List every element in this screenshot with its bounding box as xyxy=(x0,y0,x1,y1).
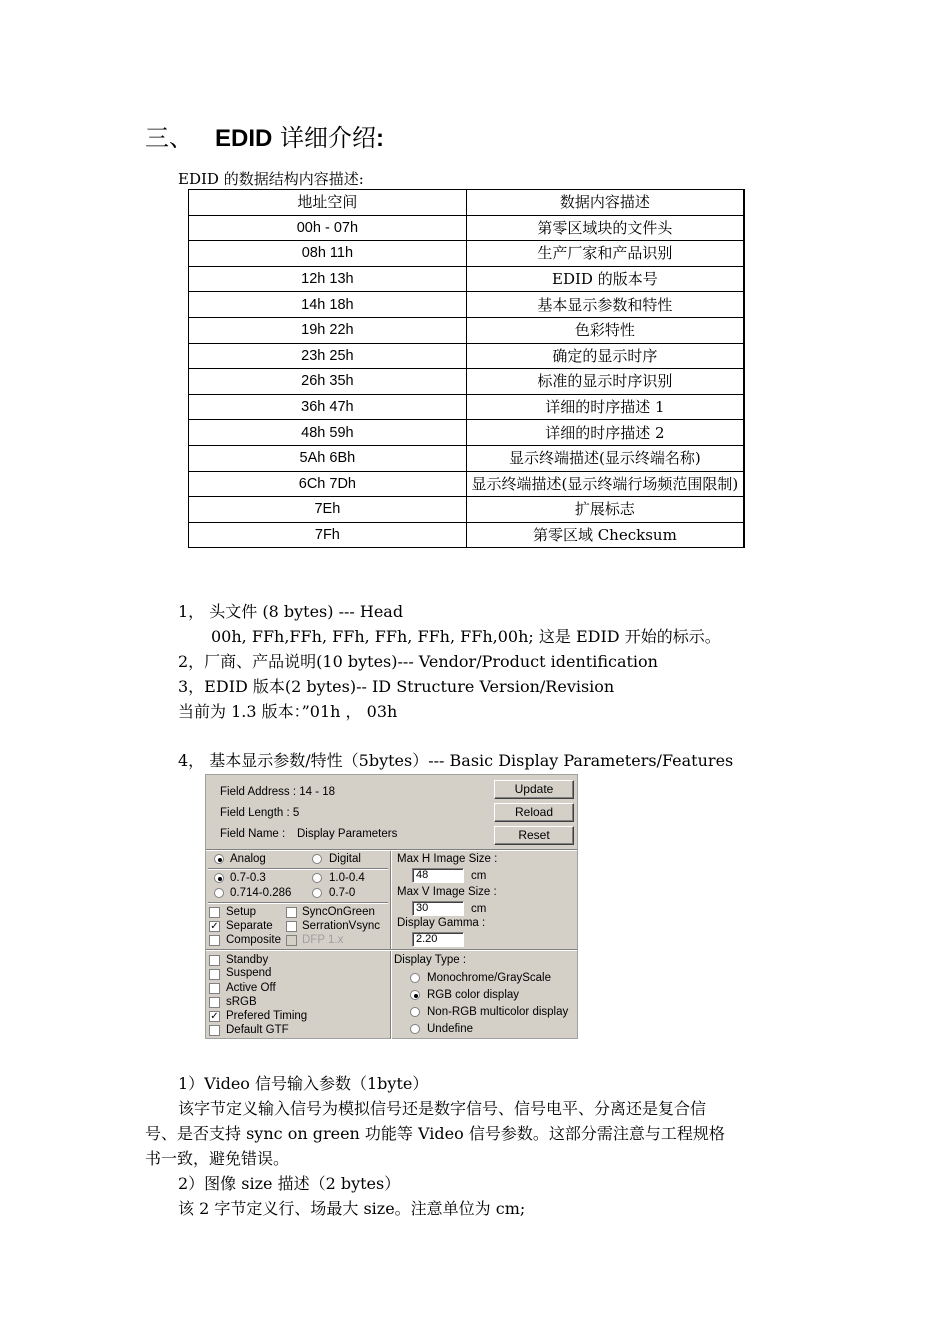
description-cell: 显示终端描述(显示终端名称) xyxy=(466,445,744,471)
separator xyxy=(206,949,577,951)
heading-number: 三、 xyxy=(145,124,193,152)
active-off-checkbox[interactable] xyxy=(209,983,220,994)
field-address-label: Field Address : 14 - 18 xyxy=(220,786,336,798)
default-gtf-label: Default GTF xyxy=(226,1024,289,1036)
non-rgb-radio[interactable] xyxy=(410,1007,420,1017)
page-heading xyxy=(145,118,384,153)
table-row xyxy=(189,369,745,395)
separator xyxy=(390,851,392,1039)
table-row xyxy=(189,471,745,497)
default-gtf-checkbox[interactable] xyxy=(209,1025,220,1036)
description-cell: 第零区域块的文件头 xyxy=(466,215,744,241)
address-cell: 00h - 07h xyxy=(189,215,467,241)
heading-edid: EDID xyxy=(215,125,273,152)
setup-checkbox[interactable] xyxy=(209,907,220,918)
max-v-unit: cm xyxy=(471,903,487,915)
composite-checkbox[interactable] xyxy=(209,935,220,946)
standby-label: Standby xyxy=(226,954,269,966)
serration-vsync-checkbox[interactable] xyxy=(286,921,297,932)
undefine-label: Undefine xyxy=(427,1023,474,1035)
suspend-checkbox[interactable] xyxy=(209,969,220,980)
level-0.714-0.286-radio[interactable] xyxy=(214,888,224,898)
video-paragraph-line: 该字节定义输入信号为模拟信号还是数字信号、信号电平、分离还是复合信 xyxy=(178,1099,707,1118)
active-off-label: Active Off xyxy=(226,982,276,994)
srgb-checkbox[interactable] xyxy=(209,997,220,1008)
field-name-label: Field Name : xyxy=(220,828,286,840)
reset-button[interactable]: Reset xyxy=(494,826,574,845)
dfp-label: DFP 1.x xyxy=(302,934,344,946)
table-row xyxy=(189,317,745,343)
item-head-title: 1， 头文件 (8 bytes) --- Head xyxy=(178,602,404,621)
address-cell: 14h 18h xyxy=(189,292,467,318)
rgb-color-label: RGB color display xyxy=(427,989,520,1001)
address-cell: 48h 59h xyxy=(189,420,467,446)
display-parameters-dialog xyxy=(205,774,578,1039)
preferred-timing-checkbox[interactable]: ✓ xyxy=(210,1011,219,1022)
description-cell: 色彩特性 xyxy=(466,317,744,343)
edid-structure-table xyxy=(188,189,745,548)
monochrome-radio[interactable] xyxy=(410,973,420,983)
description-cell: 生产厂家和产品识别 xyxy=(466,241,744,267)
video-paragraph-line: 号、是否支持 sync on green 功能等 Video 信号参数。这部分需注意与工程规格 xyxy=(145,1124,725,1143)
item-basic-params: 4， 基本显示参数/特性（5bytes）--- Basic Display Parameters/Features xyxy=(178,751,734,770)
digital-label: Digital xyxy=(329,853,361,865)
table-row xyxy=(189,241,745,267)
table-row xyxy=(189,394,745,420)
address-cell: 7Eh xyxy=(189,497,467,523)
srgb-label: sRGB xyxy=(226,996,257,1008)
dfp-checkbox[interactable] xyxy=(286,935,297,946)
digital-radio[interactable] xyxy=(312,854,322,864)
level-1.0-0.4-label: 1.0-0.4 xyxy=(329,872,365,884)
address-cell: 23h 25h xyxy=(189,343,467,369)
address-cell: 36h 47h xyxy=(189,394,467,420)
header-description: 数据内容描述 xyxy=(466,190,744,216)
analog-radio[interactable] xyxy=(214,854,224,864)
address-cell: 5Ah 6Bh xyxy=(189,445,467,471)
table-row xyxy=(189,343,745,369)
separator xyxy=(208,868,388,870)
suspend-label: Suspend xyxy=(226,967,272,979)
monochrome-label: Monochrome/GrayScale xyxy=(427,972,551,984)
display-type-label: Display Type : xyxy=(394,954,467,966)
address-cell: 19h 22h xyxy=(189,317,467,343)
rgb-color-radio[interactable] xyxy=(410,990,420,1000)
table-row xyxy=(189,445,745,471)
field-name-value: Display Parameters xyxy=(297,828,398,840)
address-cell: 08h 11h xyxy=(189,241,467,267)
item-head-detail: 00h, FFh,FFh, FFh, FFh, FFh, FFh,00h; 这是 EDID 开始的标示。 xyxy=(211,627,721,646)
sync-on-green-checkbox[interactable] xyxy=(286,907,297,918)
item-version: 3，EDID 版本(2 bytes)-- ID Structure Version/Revision xyxy=(178,677,615,696)
description-cell: 第零区域 Checksum xyxy=(466,522,744,548)
address-cell: 6Ch 7Dh xyxy=(189,471,467,497)
separate-label: Separate xyxy=(226,920,273,932)
description-cell: 显示终端描述(显示终端行场频范围限制) xyxy=(466,471,744,497)
description-cell: 详细的时序描述 1 xyxy=(466,394,744,420)
level-0.7-0-label: 0.7-0 xyxy=(329,887,356,899)
video-paragraph-line: 书一致，避免错误。 xyxy=(145,1149,290,1168)
display-gamma-label: Display Gamma : xyxy=(397,917,486,929)
table-row xyxy=(189,215,745,241)
video-section-title: 1）Video 信号输入参数（1byte） xyxy=(178,1074,429,1093)
display-gamma-input[interactable]: 2.20 xyxy=(412,932,464,947)
composite-label: Composite xyxy=(226,934,281,946)
description-cell: 详细的时序描述 2 xyxy=(466,420,744,446)
table-row xyxy=(189,266,745,292)
heading-text: 详细介绍 xyxy=(272,124,376,152)
separator xyxy=(208,902,388,904)
level-0.7-0-radio[interactable] xyxy=(312,888,322,898)
description-cell: 标准的显示时序识别 xyxy=(466,369,744,395)
item-current-version: 当前为 1.3 版本：”01h ， 03h xyxy=(178,702,398,721)
preferred-timing-label: Prefered Timing xyxy=(226,1010,308,1022)
address-cell: 12h 13h xyxy=(189,266,467,292)
max-h-image-size-label: Max H Image Size : xyxy=(397,853,498,865)
size-section-title: 2）图像 size 描述（2 bytes） xyxy=(178,1174,401,1193)
level-0.714-0.286-label: 0.714-0.286 xyxy=(230,887,292,899)
sync-on-green-label: SyncOnGreen xyxy=(302,906,375,918)
table-caption: EDID 的数据结构内容描述: xyxy=(178,170,364,188)
level-0.7-0.3-label: 0.7-0.3 xyxy=(230,872,266,884)
non-rgb-label: Non-RGB multicolor display xyxy=(427,1006,569,1018)
table-row xyxy=(189,497,745,523)
max-v-image-size-input[interactable]: 30 xyxy=(412,901,464,916)
description-cell: 扩展标志 xyxy=(466,497,744,523)
address-cell: 7Fh xyxy=(189,522,467,548)
table-row xyxy=(189,420,745,446)
description-cell: EDID 的版本号 xyxy=(466,266,744,292)
level-0.7-0.3-radio[interactable] xyxy=(214,873,224,883)
reload-button[interactable]: Reload xyxy=(494,803,574,822)
description-cell: 确定的显示时序 xyxy=(466,343,744,369)
level-1.0-0.4-radio[interactable] xyxy=(312,873,322,883)
address-cell: 26h 35h xyxy=(189,369,467,395)
table-row xyxy=(189,292,745,318)
description-cell: 基本显示参数和特性 xyxy=(466,292,744,318)
table-row xyxy=(189,522,745,548)
item-vendor: 2，厂商、产品说明(10 bytes)--- Vendor/Product identification xyxy=(178,652,658,671)
update-button[interactable]: Update xyxy=(494,780,574,799)
undefine-radio[interactable] xyxy=(410,1024,420,1034)
serration-vsync-label: SerrationVsync xyxy=(302,920,380,932)
standby-checkbox[interactable] xyxy=(209,955,220,966)
max-v-image-size-label: Max V Image Size : xyxy=(397,886,497,898)
max-h-image-size-input[interactable]: 48 xyxy=(412,868,464,883)
table-header-row xyxy=(189,190,745,216)
size-paragraph: 该 2 字节定义行、场最大 size。注意单位为 cm; xyxy=(178,1199,526,1218)
max-h-unit: cm xyxy=(471,870,487,882)
analog-label: Analog xyxy=(230,853,266,865)
header-address: 地址空间 xyxy=(189,190,467,216)
setup-label: Setup xyxy=(226,906,257,918)
separate-checkbox[interactable]: ✓ xyxy=(210,921,219,932)
heading-colon: : xyxy=(375,125,384,152)
field-length-label: Field Length : 5 xyxy=(220,807,300,819)
